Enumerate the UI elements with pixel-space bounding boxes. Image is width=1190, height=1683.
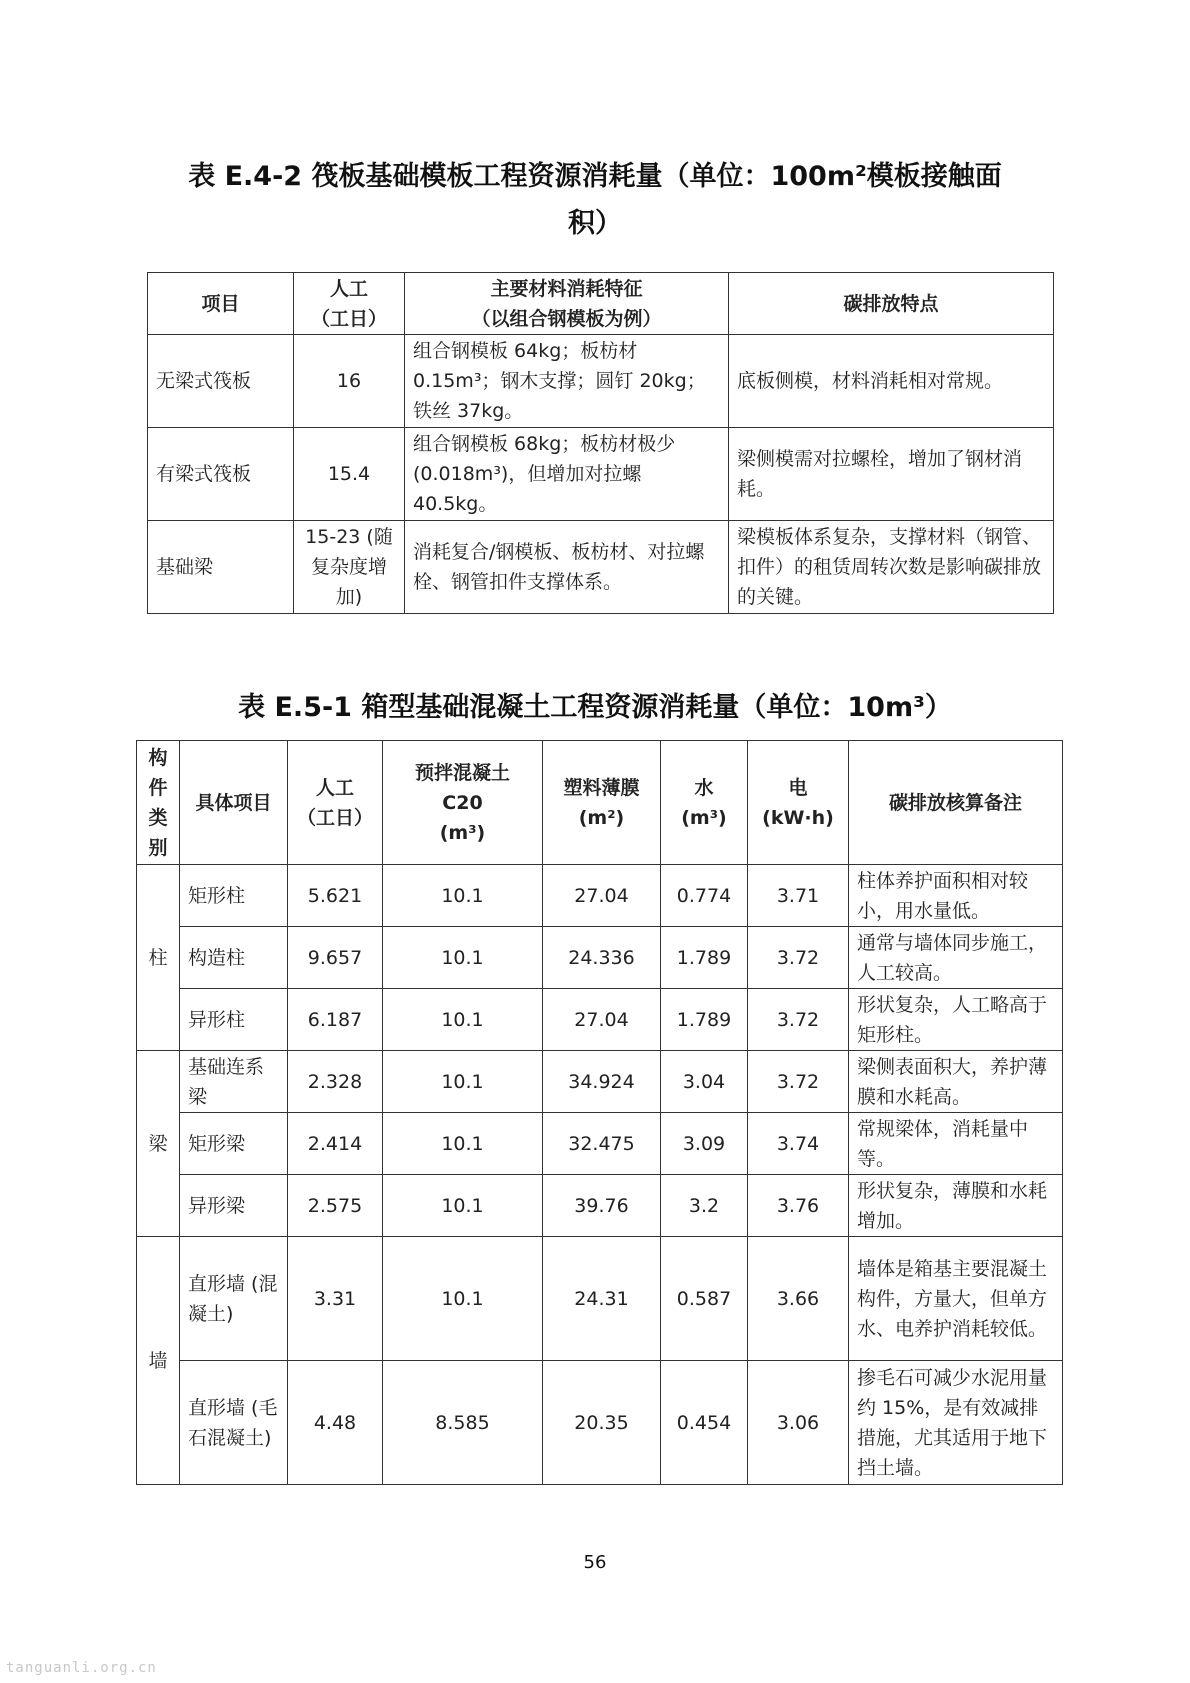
table1-cell-item: 基础梁: [148, 521, 294, 614]
table2-cell-film: 24.31: [543, 1237, 661, 1361]
table2-header-concrete: [383, 741, 543, 865]
table1-title-line2: 积）: [568, 208, 622, 239]
table2-cell-concrete: 10.1: [383, 927, 543, 989]
table2-cell-water: 3.2: [661, 1175, 748, 1237]
table1-cell-carbon: 梁侧模需对拉螺栓，增加了钢材消耗。: [729, 428, 1054, 521]
table1-header-material-line2: （以组合钢模板为例）: [471, 307, 662, 330]
table2-cell-labor: 2.575: [288, 1175, 383, 1237]
table2: [136, 740, 1063, 1485]
table2-cell-film: 20.35: [543, 1361, 661, 1485]
table2-cell-labor: 4.48: [288, 1361, 383, 1485]
table2-cell-water: 0.454: [661, 1361, 748, 1485]
watermark-text: tanguanli.org.cn: [6, 1660, 157, 1676]
table2-header-concrete-line3: (m³): [439, 821, 486, 844]
table1-header-labor: [294, 273, 405, 335]
table2-category-column: 柱: [137, 865, 180, 1051]
table2-header-water-line2: (m³): [681, 806, 727, 829]
table2-cell-concrete: 10.1: [383, 1175, 543, 1237]
table1-cell-labor: 15.4: [294, 428, 405, 521]
table-row: [137, 865, 1063, 927]
table2-header-film: [543, 741, 661, 865]
table2-cell-item: 异形梁: [180, 1175, 288, 1237]
table2-cell-note: 掺毛石可减少水泥用量约 15%，是有效减排措施，尤其适用于地下挡土墙。: [849, 1361, 1063, 1485]
table2-cell-labor: 2.328: [288, 1051, 383, 1113]
table1-header-item: 项目: [148, 273, 294, 335]
table2-cell-film: 27.04: [543, 865, 661, 927]
table2-cell-labor: 6.187: [288, 989, 383, 1051]
table2-cell-note: 常规梁体，消耗量中等。: [849, 1113, 1063, 1175]
table2-cell-elec: 3.72: [748, 927, 849, 989]
table2-cell-note: 墙体是箱基主要混凝土构件，方量大，但单方水、电养护消耗较低。: [849, 1237, 1063, 1361]
table2-cell-item: 构造柱: [180, 927, 288, 989]
table1-header-labor-line2: （工日）: [310, 307, 387, 330]
table2-header-labor-line2: （工日）: [296, 806, 373, 829]
table2-cell-elec: 3.66: [748, 1237, 849, 1361]
table1-title-line1: 表 E.4-2 筏板基础模板工程资源消耗量（单位：100m²模板接触面: [188, 161, 1002, 192]
table-row: [137, 989, 1063, 1051]
table-row: [148, 335, 1054, 428]
table2-header-item: 具体项目: [180, 741, 288, 865]
table-row: [137, 1051, 1063, 1113]
table2-title: 表 E.5-1 箱型基础混凝土工程资源消耗量（单位：10m³）: [238, 692, 952, 723]
table2-cell-concrete: 10.1: [383, 1113, 543, 1175]
table-row: [137, 1113, 1063, 1175]
table1-cell-item: 有梁式筏板: [148, 428, 294, 521]
table2-cell-concrete: 8.585: [383, 1361, 543, 1485]
table2-cell-water: 3.09: [661, 1113, 748, 1175]
table2-cell-labor: 3.31: [288, 1237, 383, 1361]
table2-cell-film: 39.76: [543, 1175, 661, 1237]
table2-cell-item: 矩形柱: [180, 865, 288, 927]
table1-cell-material: 消耗复合/钢模板、板枋材、对拉螺栓、钢管扣件支撑体系。: [405, 521, 729, 614]
table1-header-material-line1: 主要材料消耗特征: [490, 277, 643, 300]
table2-cell-item: 基础连系梁: [180, 1051, 288, 1113]
table1: [147, 272, 1054, 614]
table2-cell-note: 通常与墙体同步施工，人工较高。: [849, 927, 1063, 989]
table2-cell-item: 异形柱: [180, 989, 288, 1051]
table-row: [137, 1175, 1063, 1237]
table2-header-elec: [748, 741, 849, 865]
table1-header-carbon: 碳排放特点: [729, 273, 1054, 335]
table2-cell-water: 3.04: [661, 1051, 748, 1113]
table1-header-labor-line1: 人工: [329, 277, 368, 300]
table2-header-elec-line1: 电: [788, 776, 808, 799]
table2-cell-film: 27.04: [543, 989, 661, 1051]
table1-cell-material: 组合钢模板 64kg；板枋材 0.15m³；钢木支撑；圆钉 20kg；铁丝 37kg。: [405, 335, 729, 428]
table-row: [148, 521, 1054, 614]
table1-cell-carbon: 梁模板体系复杂，支撑材料（钢管、扣件）的租赁周转次数是影响碳排放的关键。: [729, 521, 1054, 614]
table2-cell-elec: 3.72: [748, 989, 849, 1051]
table2-cell-note: 梁侧表面积大，养护薄膜和水耗高。: [849, 1051, 1063, 1113]
table2-cell-concrete: 10.1: [383, 1237, 543, 1361]
table2-cell-item: 矩形梁: [180, 1113, 288, 1175]
table2-header-water-line1: 水: [694, 776, 714, 799]
table2-header-row: [137, 741, 1063, 865]
table2-header-film-line2: (m²): [578, 806, 625, 829]
table2-cell-water: 1.789: [661, 989, 748, 1051]
table2-header-labor: [288, 741, 383, 865]
table1-cell-labor: 16: [294, 335, 405, 428]
table2-header-labor-line1: 人工: [315, 776, 354, 799]
table2-cell-elec: 3.74: [748, 1113, 849, 1175]
table2-header-water: [661, 741, 748, 865]
table2-category-wall: 墙: [137, 1237, 180, 1485]
table2-cell-item: 直形墙 (毛石混凝土): [180, 1361, 288, 1485]
table2-cell-elec: 3.72: [748, 1051, 849, 1113]
table2-cell-elec: 3.76: [748, 1175, 849, 1237]
table2-cell-film: 34.924: [543, 1051, 661, 1113]
table2-header-note: 碳排放核算备注: [849, 741, 1063, 865]
table2-cell-concrete: 10.1: [383, 989, 543, 1051]
table-row: [148, 428, 1054, 521]
table2-header-category: 构件类别: [137, 741, 180, 865]
table2-cell-film: 32.475: [543, 1113, 661, 1175]
table2-header-elec-line2: (kW·h): [762, 806, 834, 829]
table2-cell-item: 直形墙 (混凝土): [180, 1237, 288, 1361]
table-row: [137, 1361, 1063, 1485]
table2-cell-water: 0.774: [661, 865, 748, 927]
table1-cell-carbon: 底板侧模，材料消耗相对常规。: [729, 335, 1054, 428]
table-row: [137, 927, 1063, 989]
table2-cell-elec: 3.06: [748, 1361, 849, 1485]
table2-header-concrete-line1: 预拌混凝土: [414, 761, 510, 784]
table1-header-row: [148, 273, 1054, 335]
table2-cell-film: 24.336: [543, 927, 661, 989]
table1-header-material: [405, 273, 729, 335]
table2-cell-note: 柱体养护面积相对较小，用水量低。: [849, 865, 1063, 927]
table2-cell-labor: 5.621: [288, 865, 383, 927]
table2-cell-concrete: 10.1: [383, 865, 543, 927]
table2-category-beam: 梁: [137, 1051, 180, 1237]
table2-cell-note: 形状复杂，人工略高于矩形柱。: [849, 989, 1063, 1051]
table2-cell-elec: 3.71: [748, 865, 849, 927]
table1-cell-labor: 15-23 (随复杂度增加): [294, 521, 405, 614]
table2-cell-water: 0.587: [661, 1237, 748, 1361]
table-row: [137, 1237, 1063, 1361]
table2-header-concrete-line2: C20: [442, 791, 483, 814]
table2-cell-concrete: 10.1: [383, 1051, 543, 1113]
table2-cell-water: 1.789: [661, 927, 748, 989]
table2-cell-labor: 2.414: [288, 1113, 383, 1175]
page-number: 56: [583, 1552, 607, 1573]
table1-cell-item: 无梁式筏板: [148, 335, 294, 428]
table1-cell-material: 组合钢模板 68kg；板枋材极少(0.018m³)，但增加对拉螺 40.5kg。: [405, 428, 729, 521]
table2-header-film-line1: 塑料薄膜: [563, 776, 640, 799]
table2-cell-note: 形状复杂，薄膜和水耗增加。: [849, 1175, 1063, 1237]
table2-cell-labor: 9.657: [288, 927, 383, 989]
